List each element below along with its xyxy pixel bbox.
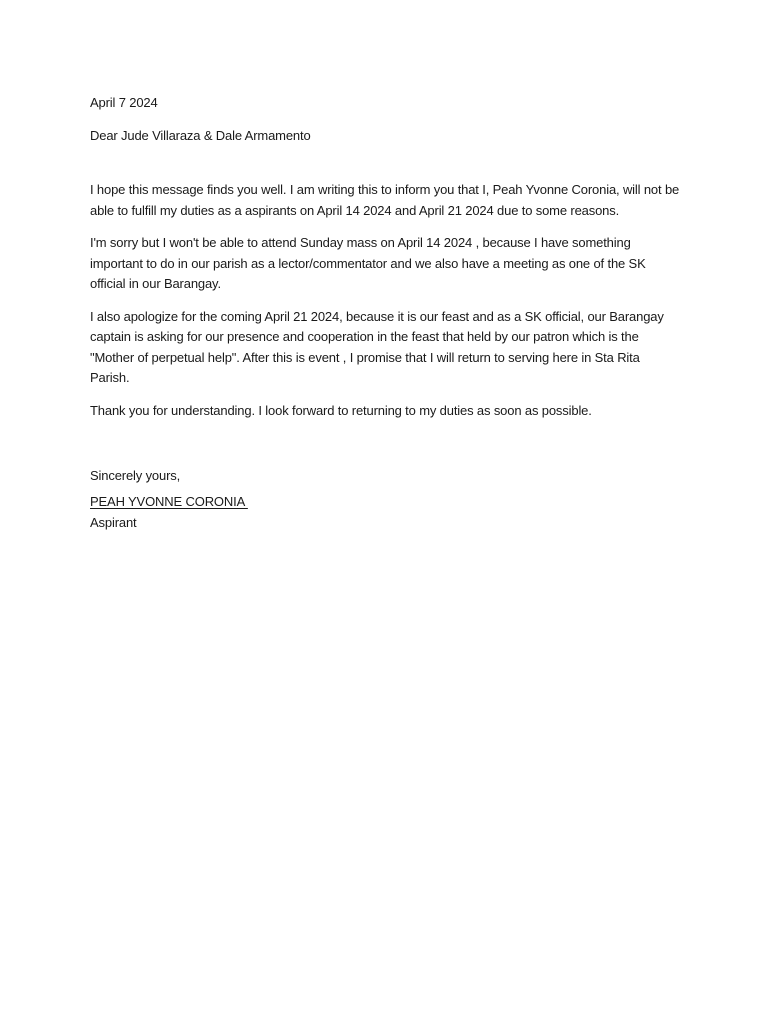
closing-spacer <box>90 433 680 466</box>
signature-name: PEAH YVONNE CORONIA <box>90 493 248 509</box>
paragraph-april-14: I'm sorry but I won't be able to attend Sunday mass on April 14 2024 , because I have something important to do in our parish as a lector/commentator and we also have a meeting as one of the SK official in our Barangay. <box>90 235 646 291</box>
signature-title: Aspirant <box>90 515 137 530</box>
paragraph-april-21: I also apologize for the coming April 21 2024, because it is our feast and as a SK official, our Barangay captain is asking for our presence and cooperation in the feast that held by our patron which is the "Mother of perpetual help". After this is event , I promise that I will return to serving here in Sta Rita Parish. <box>90 308 664 385</box>
paragraph-intro: I hope this message finds you well. I am writing this to inform you that I, Peah Yvonne Coronia, will not be able to fulfill my duties as a aspirants on April 14 2024 and April 21 2024 due to some reasons. <box>90 182 680 218</box>
letter-date: April 7 2024 <box>90 95 158 110</box>
paragraph-thanks: Thank you for understanding. I look forward to returning to my duties as soon as possible. <box>90 402 592 418</box>
letter-salutation: Dear Jude Villaraza & Dale Armamento <box>90 127 311 143</box>
letter-body <box>90 93 680 534</box>
letter-closing: Sincerely yours, <box>90 468 181 483</box>
